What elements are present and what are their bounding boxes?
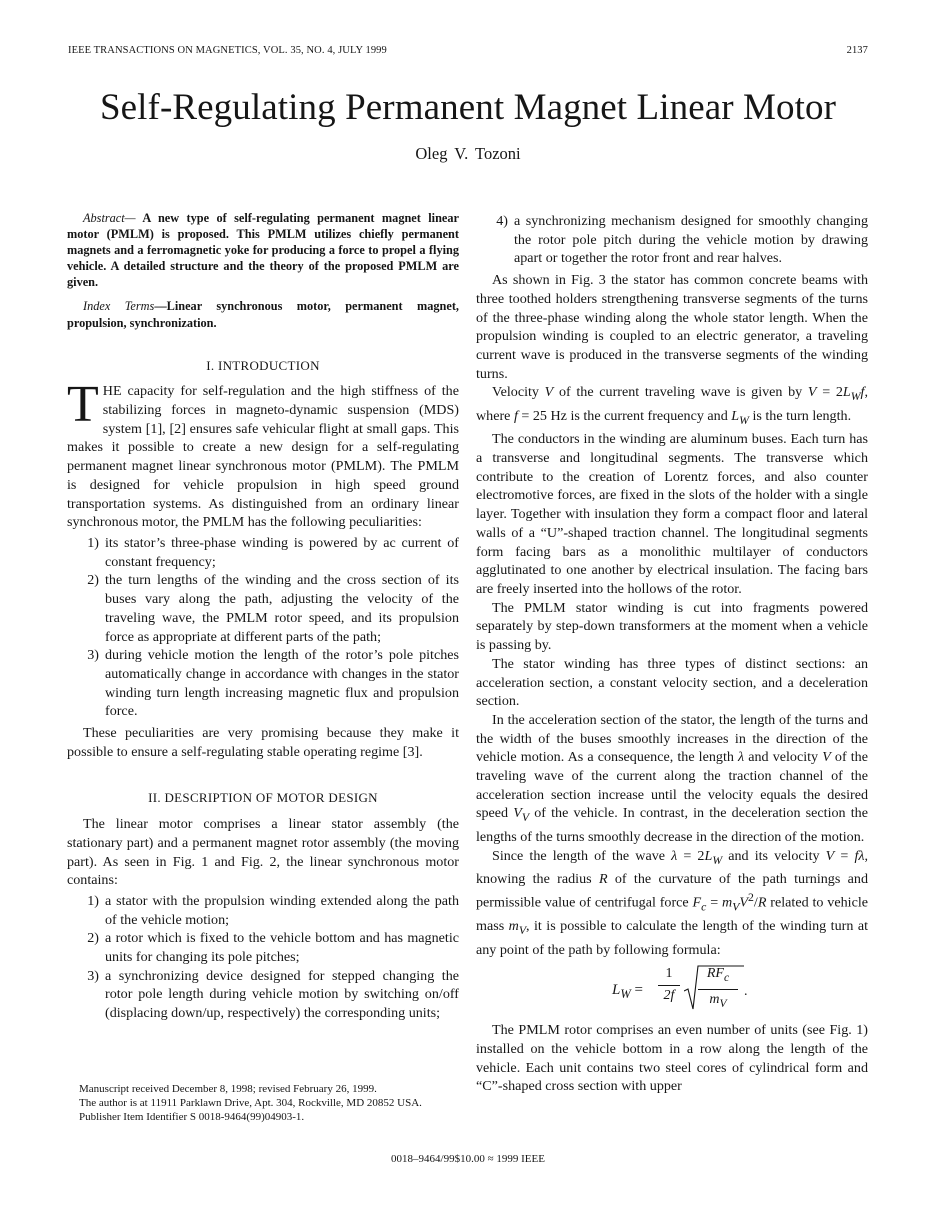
components-list-continued (476, 212, 868, 268)
math-symbol: L (704, 847, 713, 864)
conductors-paragraph: The conductors in the winding are aluminum buses. Each turn has a transverse and longitudinal segments. The transverse which contribute to the creation of Lorentz forces, and also counter electromotive forces, are fixed in the slots of the holder with a single layer. Together with insulation they form a compact floor and lateral walls of a “U”-shaped traction channel. The longitudinal segments form facing bars as a monolithic multilayer of conductors agglutinated to one another by electrical insulation. The facing bars are freely inserted into the hollows of the rotor. (476, 431, 868, 597)
math-symbol: f (860, 384, 865, 401)
math-subscript: V (518, 923, 527, 937)
math-symbol: L (731, 407, 740, 424)
math-symbol: V (822, 749, 831, 766)
math-symbol: V (825, 847, 835, 864)
text-run: Velocity (492, 384, 545, 401)
math-symbol: f (854, 847, 859, 864)
list-item-number: 4) (496, 213, 508, 229)
footnotes (67, 1083, 459, 1124)
text-run: of the vehicle. In contrast, in the deceleration section the lengths of the turns smoothly decrease in the direction of the motion. (476, 805, 868, 845)
text-run: of the traveling wave of the current along the traction channel of the acceleration section increase until the velocity equals the desired speed (476, 749, 868, 822)
equation-fraction (658, 965, 680, 1005)
text-run: = (706, 894, 723, 911)
list-item-text: a rotor which is fixed to the vehicle bottom and has magnetic units for changing its pole pitches; (105, 930, 459, 966)
math-subscript: V (719, 996, 727, 1010)
list-item-text: during vehicle motion the length of the rotor’s pole pitches automatically change in accordance with changes in the stator winding turn length increasing magnetic flux and propulsion force. (105, 647, 459, 720)
paper-title: Self-Regulating Permanent Magnet Linear Motor (99, 87, 837, 128)
copyright-code: 0018–9464/99$10.00 ≈ 1999 IEEE (391, 1153, 545, 1165)
list-item-number: 3) (87, 647, 99, 664)
math-symbol: V (807, 384, 817, 401)
math-subscript: W (712, 853, 723, 867)
list-item-text: its stator’s three-phase winding is powered by ac current of constant frequency; (105, 534, 459, 570)
text-run: of the curvature of the path turnings and permissible value of centrifugal force (476, 871, 869, 911)
math-subscript: V (521, 811, 530, 825)
list-item-text: a synchronizing mechanism designed for smoothly changing the rotor pole pitch during the vehicle motion by drawing apart or together the rotor front and rear halves. (514, 213, 868, 267)
component-item (67, 967, 459, 1023)
section-heading-introduction: I. INTRODUCTION (206, 357, 320, 373)
math-symbol: V (513, 805, 522, 822)
stator-fragments-paragraph: The PMLM stator winding is cut into fragments powered separately by step-down transformers at the moment when a vehicle is passing by. (476, 599, 868, 654)
abstract (67, 210, 459, 290)
running-header (68, 45, 868, 56)
math-symbol: λ (738, 749, 745, 766)
equals-sign: = (630, 982, 643, 999)
math-symbol: λ (671, 847, 678, 864)
list-item-number: 3) (87, 967, 99, 984)
peculiarity-item (67, 571, 459, 646)
list-item-number: 1) (87, 534, 99, 551)
footnote-author-address: The author is at 11911 Parklawn Drive, Apt. 304, Rockville, MD 20852 USA. (79, 1096, 422, 1109)
component-item (67, 892, 459, 929)
fraction-bar (698, 989, 738, 990)
text-run: and velocity (744, 749, 823, 766)
velocity-paragraph (476, 383, 868, 430)
peculiarities-list (67, 534, 459, 721)
footnote-manuscript: Manuscript received December 8, 1998; revised February 26, 1999. (79, 1083, 377, 1095)
rotor-paragraph: The PMLM rotor comprises an even number of units (see Fig. 1) installed on the vehicle bottom in a row along the length of the vehicle. Each unit contains two steel cores of cylindrical form and “C”-shaped cross section with upper (476, 1022, 868, 1095)
math-subscript: c (701, 900, 707, 914)
index-terms-text: —Linear synchronous motor, permanent magnet, propulsion, synchronization. (67, 299, 459, 330)
peculiarity-item (67, 534, 459, 571)
text-run: = (834, 847, 855, 864)
list-item-number: 1) (87, 892, 99, 909)
math-subscript: W (850, 390, 861, 404)
text-run: = 2 (816, 384, 843, 401)
text-run: is the turn length. (748, 407, 852, 424)
list-item-text: the turn lengths of the winding and the cross section of its buses vary along the path, adjusting the velocity of the traveling wave, the PMLM rotor speed, and its propulsion force as appropriate at different parts of the path; (105, 572, 459, 645)
winding-sections-paragraph: The stator winding has three types of distinct sections: an acceleration section, a constant velocity section, and a deceleration section. (476, 655, 868, 710)
stator-paragraph: As shown in Fig. 3 the stator has common concrete beams with three toothed holders strengthening transverse segments of the turns of the three-phase winding along the whole stator length. When the propulsion winding is coupled to an electric generator, a traveling current wave is produced in the transverse segments of the winding turns. (476, 272, 868, 382)
text-run: of the current traveling wave is given by (553, 384, 808, 401)
design-paragraph-1: The linear motor comprises a linear stator assembly (the stationary part) and a permanent magnet rotor assembly (the moving part). As seen in Fig. 1 and Fig. 2, the linear synchronous motor contains: (67, 816, 459, 889)
math-symbol: m (508, 918, 519, 935)
wave-length-paragraph (476, 847, 868, 960)
math-symbol: L (842, 384, 851, 401)
math-symbol: V (739, 894, 749, 911)
peculiarity-item (67, 646, 459, 721)
page-number: 2137 (846, 45, 868, 56)
equation-period: . (744, 984, 748, 1000)
fraction-bar (658, 985, 680, 986)
text-run: = 25 Hz is the current frequency and (517, 407, 732, 424)
fraction-numerator: 1 (665, 966, 673, 982)
math-symbol: V (544, 384, 554, 401)
intro-paragraph-1: THE capacity for self-regulation and the high stiffness of the stabilizing forces in magneto-dynamic suspension (MDS) system [1], [2] ensures safe vehicular flight at small gaps. This makes it possible to create a new design for a self-regulating permanent magnet linear synchronous motor (PMLM). The PMLM is designed for vehicle propulsion in high speed ground transportation systems. As distinguished from an ordinary linear synchronous motor, the PMLM has the following peculiarities: (67, 376, 459, 531)
math-subscript: W (739, 413, 749, 427)
index-terms-label: Index Terms (83, 299, 155, 314)
math-subscript: W (620, 987, 631, 1002)
text-run: , where (476, 384, 868, 424)
math-subscript: c (723, 971, 730, 985)
author-name: Oleg V. Tozoni (415, 144, 521, 163)
abstract-text: A new type of self-regulating permanent magnet linear motor (PMLM) is proposed. This PMLM utilizes chiefly permanent magnets and a ferromagnetic yoke for producing a force to propel a flying vehicle. A detailed structure and the theory of the proposed PMLM are given. (67, 211, 459, 290)
components-list (67, 892, 459, 1023)
intro-paragraph-2: These peculiarities are very promising because they make it possible to ensure a self-regulating stable operating regime [3]. (67, 725, 459, 760)
text-run: and its velocity (722, 847, 826, 864)
list-item-number: 2) (87, 930, 99, 947)
math-symbol: m (722, 894, 733, 911)
section-heading-motor-design: II. DESCRIPTION OF MOTOR DESIGN (148, 790, 378, 806)
text-run: In the acceleration section of the stator, the length of the turns and the width of the buses smoothly increases in the direction of the vehicle motion. As a consequence, the length (476, 711, 868, 766)
left-column (67, 210, 459, 1026)
journal-info: IEEE TRANSACTIONS ON MAGNETICS, VOL. 35, NO. 4, JULY 1999 (68, 45, 387, 56)
math-subscript: V (732, 900, 740, 914)
component-item (476, 212, 868, 268)
acceleration-paragraph (476, 711, 868, 847)
math-symbol: RF (706, 966, 724, 982)
text-run: , it is possible to calculate the length of the winding turn at any point of the path by following formula: (476, 918, 868, 958)
radicand-denominator (698, 991, 738, 1014)
footnote-publisher-id: Publisher Item Identifier S 0018-9464(99)04903-1. (79, 1110, 305, 1123)
math-symbol: m (709, 991, 720, 1007)
equation-lhs (612, 981, 643, 1004)
text-run: = 2 (677, 847, 705, 864)
text-run: / (753, 894, 758, 911)
right-column (476, 210, 868, 1096)
list-item-text: a stator with the propulsion winding extended along the path of the vehicle motion; (105, 892, 459, 928)
math-symbol: L (612, 982, 621, 999)
abstract-label: Abstract— (83, 211, 136, 225)
math-symbol: f (513, 407, 518, 424)
math-symbol: R (598, 871, 608, 888)
fraction-denominator: 2f (663, 987, 675, 1003)
math-symbol: R (757, 894, 767, 911)
text-run: related to vehicle mass (476, 894, 868, 935)
index-terms (67, 298, 459, 330)
radicand-numerator (698, 965, 738, 988)
radicand-fraction (698, 965, 738, 1013)
math-symbol: F (692, 894, 702, 911)
list-item-text: a synchronizing device designed for stepped changing the rotor pole length during vehicle motion by switching on/off (displacing down/up, respectively) the corresponding units; (105, 967, 459, 1022)
text-run: , knowing the radius (476, 847, 869, 888)
component-item (67, 929, 459, 966)
math-superscript: 2 (748, 890, 754, 904)
turn-length-equation (476, 959, 868, 1021)
text-run: Since the length of the wave (492, 847, 672, 864)
math-symbol: λ (858, 847, 865, 864)
list-item-number: 2) (87, 572, 99, 589)
